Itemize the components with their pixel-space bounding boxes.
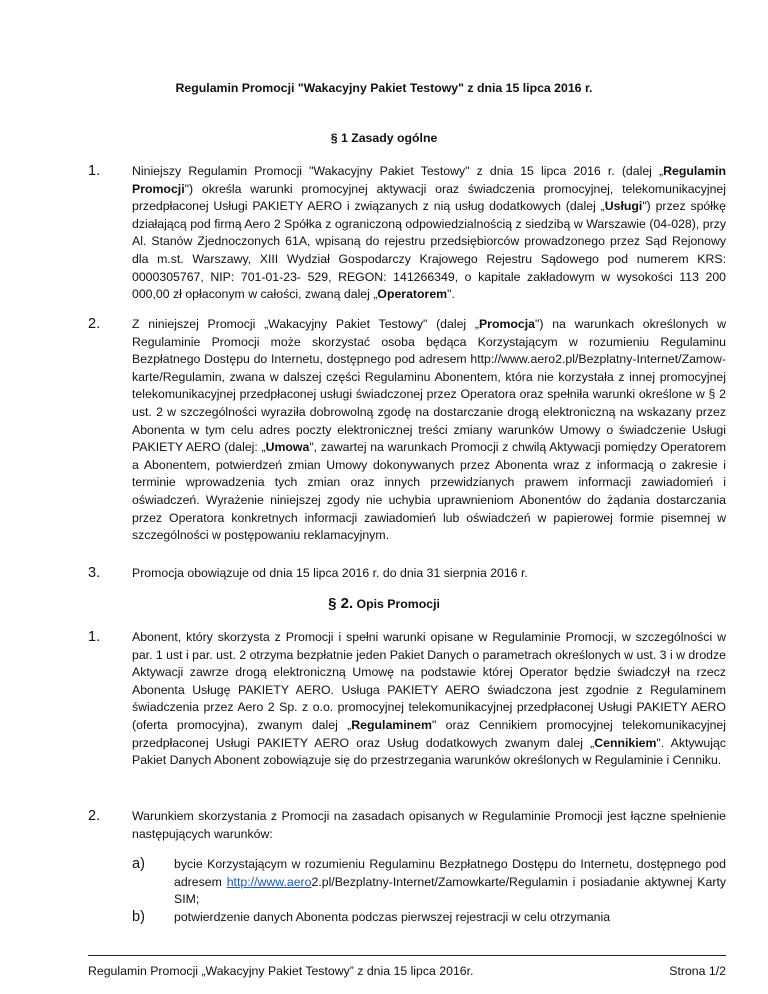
sub-item-letter: b) [132, 909, 145, 925]
item-number: 2. [88, 316, 101, 332]
item-text: Z niniejszej Promocji „Wakacyjny Pakiet Testowy" (dalej „Promocja") na warunkach określonych w Regulaminie Promocji może skorzystać osoba będąca Korzystającym w rozumieniu Regulaminu Bezpłatnego Dostępu do Internetu, dostępnego pod adresem http://www.aero2.pl/Bezplatny-Internet/Zamow-karte/Regulamin, zwana w dalszej części Regulaminu Abonentem, która nie korzystała z innej promocyjnej telekomunikacyjnej przedpłaconej usługi świadczonej przez Operatora oraz spełniła warunki określone w § 2 ust. 2 w szczególności wyraziła dobrowolną zgodę na dostarczanie drogą elektroniczną na wskazany przez Abonenta w tym celu adres poczty elektronicznej treści zmiany warunków Umowy o świadczenie Usługi PAKIETY AERO (dalej: „Umowa", zawartej na warunkach Promocji z chwilą Aktywacji pomiędzy Operatorem a Abonentem, potwierdzeń zmian Umowy dokonywanych przez Abonenta wraz z informacją o zakresie i terminie wprowadzenia tych zmian oraz innych przewidzianych prawem informacji zawiadomień i oświadczeń. Wyrażenie niniejszej zgody nie uchybia uprawnieniom Abonentów do żądania dostarczania przez Operatora konkretnych informacji zawiadomień lub oświadczeń w papierowej formie pisemnej w szczególności w postępowaniu reklamacyjnym. [132, 317, 727, 543]
footer-title: Regulamin Promocji „Wakacyjny Pakiet Testowy” z dnia 15 lipca 2016r. [88, 964, 474, 978]
section-1-heading: § 1 Zasady ogólne [330, 131, 438, 145]
page-number: Strona 1/2 [669, 964, 726, 978]
sub-item-text: potwierdzenie danych Abonenta podczas pierwszej rejestracji w celu otrzymania [174, 910, 611, 924]
item-text: Niniejszy Regulamin Promocji "Wakacyjny Pakiet Testowy" z dnia 15 lipca 2016 r. (dalej „Regulamin Promocji") określa warunki promocyjnej aktywacji oraz świadczenia promocyjnej, telekomunikacyjnej przedpłaconej Usługi PAKIETY AERO i związanych z nią usług dodatkowych (dalej „Usługi") przez spółkę działającą pod firmą Aero 2 Spółka z ograniczoną odpowiedzialnością z siedzibą w Warszawie (04-028), przy Al. Stanów Zjednoczonych 61A, wpisaną do rejestru przedsiębiorców prowadzonego przez Sąd Rejonowy dla m.st. Warszawy, XIII Wydział Gospodarczy Krajowego Rejestru Sądowego pod numerem KRS: 0000305767, NIP: 701-01-23- 529, REGON: 141266349, o kapitale zakładowym w wysokości 113 200 000,00 zł opłaconym w całości, zwaną dalej „Operatorem". [132, 164, 726, 302]
sub-item-a [132, 856, 726, 908]
sub-item-letter: a) [132, 856, 145, 872]
item-text: Warunkiem skorzystania z Promocji na zasadach opisanych w Regulaminie Promocji jest łączne spełnienie następujących warunków: [132, 809, 726, 841]
item-text: Abonent, który skorzysta z Promocji i spełni warunki opisane w Regulaminie Promocji, w szczególności w par. 1 ust i par. ust. 2 otrzyma bezpłatnie jeden Pakiet Danych o parametrach określonych w ust. 3 i w drodze Aktywacji zawrze drogą elektroniczną Umowę na podstawie której Operator będzie świadczył na rzecz Abonenta Usługę PAKIETY AERO. Usługa PAKIETY AERO świadczona jest zgodnie z Regulaminem świadczenia przez Aero 2 Sp. z o.o. promocyjnej telekomunikacyjnej przedpłaconej Usługi PAKIETY AERO (oferta promocyjna), zwanym dalej „Regulaminem" oraz Cennikiem promocyjnej telekomunikacyjnej przedpłaconej Usługi PAKIETY AERO oraz Usług dodatkowych zwanym dalej „Cennikiem". Aktywując Pakiet Danych Abonent zobowiązuje się do przestrzegania warunków określonych w Regulaminie i Cenniku. [132, 630, 726, 768]
item-number: 1. [88, 629, 101, 645]
section-2-heading: § 2. Opis Promocji [328, 595, 440, 612]
document-title: Regulamin Promocji "Wakacyjny Pakiet Testowy" z dnia 15 lipca 2016 r. [175, 81, 593, 95]
sub-item-text: bycie Korzystającym w rozumieniu Regulaminu Bezpłatnego Dostępu do Internetu, dostępnego pod adresem http://www.aero2.pl/Bezplatny-Internet/Zamowkarte/Regulamin i posiadanie aktywnej Karty SIM; [174, 857, 727, 907]
regulamin-link[interactable]: http://www.aero [226, 874, 312, 889]
footer-divider [88, 955, 726, 956]
item-number: 2. [88, 808, 101, 824]
item-number: 3. [88, 565, 101, 581]
item-number: 1. [88, 163, 101, 179]
item-text: Promocja obowiązuje od dnia 15 lipca 2016 r. do dnia 31 sierpnia 2016 r. [132, 566, 528, 580]
